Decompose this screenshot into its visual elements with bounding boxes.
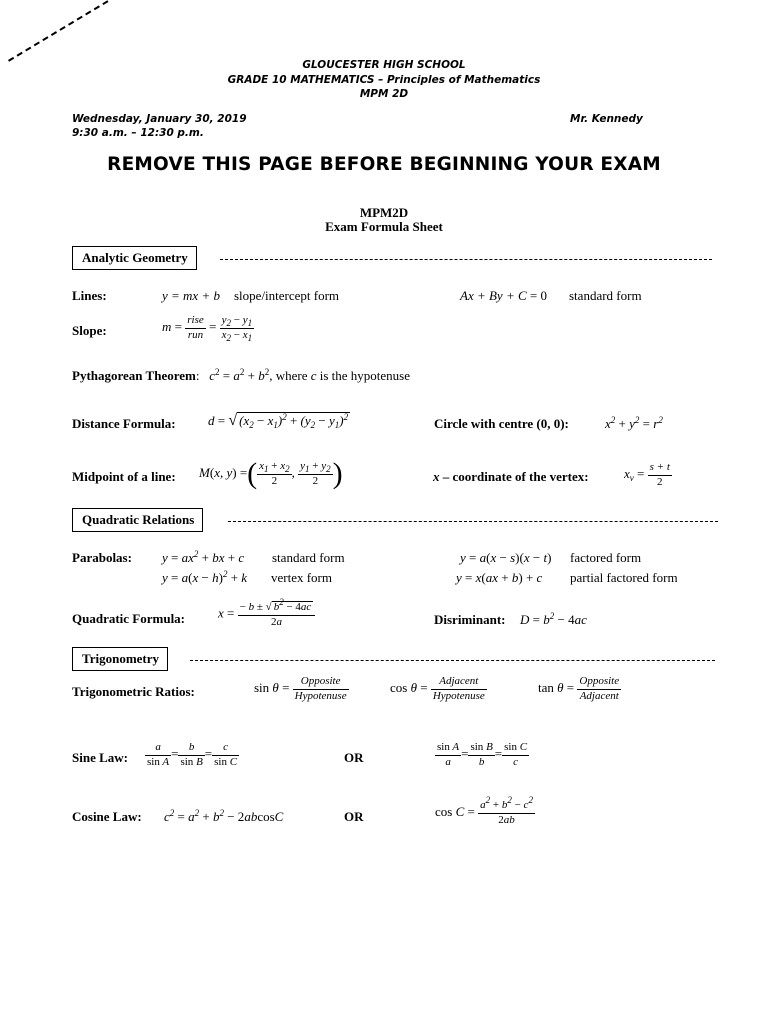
slope-label: Slope:: [72, 323, 107, 338]
quadratic-formula-label: Quadratic Formula:: [72, 611, 186, 626]
teacher-name: Mr. Kennedy: [570, 113, 643, 125]
or-label: OR: [344, 809, 364, 824]
section-divider: [190, 660, 715, 661]
midpoint-label: Midpoint of a line:: [72, 469, 176, 484]
hypotenuse-note-prefix: , where: [269, 368, 311, 383]
standard-form-formula: Ax + By + C = 0: [460, 288, 547, 303]
remove-page-banner: REMOVE THIS PAGE BEFORE BEGINNING YOUR EXAM: [107, 154, 661, 175]
tear-line: [8, 0, 177, 62]
standard-parabola-formula: $y = ax^2$ + bx + c: [162, 549, 245, 565]
slope-intercept-formula: y = mx + b: [162, 288, 220, 303]
trig-ratios-label: Trigonometric Ratios:: [72, 684, 195, 699]
vertex-formula: $x_v$ = $\frac{s + t}{2}$: [624, 461, 670, 488]
slope-formula: m = $\frac{\text{rise}}{\text{run}}$ = $\frac{y_2 - y_1}{x_2 - x_1}$: [162, 314, 253, 343]
sine-law-formula-1: $\frac{a}{\text{sin A}}$ = $\frac{b}{\text{sin B}}$ = $\frac{c}{\text{sin C}}$: [147, 741, 238, 768]
lines-label: Lines:: [72, 288, 107, 303]
discriminant-label: Disriminant:: [434, 612, 506, 627]
discriminant-formula: $D = b^2 - 4ac$: [520, 611, 587, 627]
parabolas-label: Parabolas:: [72, 550, 132, 565]
sine-law-formula-2: $\frac{\text{sin A}}{a}$ = $\frac{\text{sin B}}{b}$ = $\frac{\text{sin C}}{c}$: [437, 741, 528, 768]
cosine-law-formula-2: cos C = $\frac{a^2 + b^2 - c^2}{2ab}$: [435, 795, 533, 826]
hypotenuse-note-suffix: is the hypotenuse: [316, 368, 411, 383]
pythagorean-row: Pythagorean Theorem: $c^2 = a^2 + b^2$, where c is the hypotenuse: [72, 367, 411, 383]
partial-factored-desc: partial factored form: [570, 570, 678, 585]
partial-factored-formula: y = x(ax + b) + c: [456, 570, 543, 585]
pythagorean-label: Pythagorean Theorem: [72, 368, 196, 383]
tangent-ratio: tan θ = $\frac{\text{Opposite}}{\text{Adjacent}}$: [538, 675, 620, 702]
sine-ratio: sin θ = $\frac{\text{Opposite}}{\text{Hypotenuse}}$: [254, 675, 347, 702]
cosine-ratio: cos θ = $\frac{\text{Adjacent}}{\text{Hypotenuse}}$: [390, 675, 485, 702]
standard-form-desc: standard form: [569, 288, 642, 303]
distance-label: Distance Formula:: [72, 416, 176, 431]
distance-formula: d = √ $(x_2 - x_1)^2 + (y_2 - y_1)^2$: [208, 412, 349, 430]
factored-parabola-formula: y = a(x − s)(x − t): [460, 550, 552, 565]
course-name: GRADE 10 MATHEMATICS – Principles of Mathematics: [227, 74, 541, 86]
cosine-law-formula-1: $c^2 = a^2 + b^2 - 2abcosC$: [164, 808, 284, 824]
quadratic-formula: x = $\frac{- b \pm √ b^2 - 4ac}{2a}$: [218, 601, 315, 628]
midpoint-formula: M(x, y) =( $\frac{x_1 + x_2}{2}$ , $\frac{y_1 + y_2}{2}$ ): [199, 457, 343, 490]
exam-time: 9:30 a.m. – 12:30 p.m.: [72, 127, 204, 139]
or-label: OR: [344, 750, 364, 765]
sheet-title: MPM2D: [359, 205, 409, 220]
section-divider: [228, 521, 718, 522]
course-code: MPM 2D: [359, 88, 409, 100]
slope-intercept-desc: slope/intercept form: [234, 288, 340, 303]
sheet-subtitle: Exam Formula Sheet: [325, 219, 443, 234]
exam-date: Wednesday, January 30, 2019: [72, 113, 247, 125]
section-quadratic-relations: Quadratic Relations: [72, 508, 203, 532]
section-trigonometry: Trigonometry: [72, 647, 168, 671]
school-name: GLOUCESTER HIGH SCHOOL: [302, 59, 466, 71]
circle-label: Circle with centre (0, 0):: [434, 416, 569, 431]
sine-law-label: Sine Law:: [72, 750, 128, 765]
standard-parabola-desc: standard form: [272, 550, 345, 565]
vertex-parabola-desc: vertex form: [271, 570, 333, 585]
cosine-law-label: Cosine Law:: [72, 809, 142, 824]
vertex-parabola-formula: $y = a(x - h)^2 + k$: [162, 569, 248, 585]
vertex-label: x – coordinate of the vertex:: [433, 469, 589, 484]
section-analytic-geometry: Analytic Geometry: [72, 246, 197, 270]
section-divider: [220, 259, 712, 260]
factored-parabola-desc: factored form: [570, 550, 642, 565]
circle-formula: $x^2 + y^2 = r^2$: [605, 415, 663, 431]
